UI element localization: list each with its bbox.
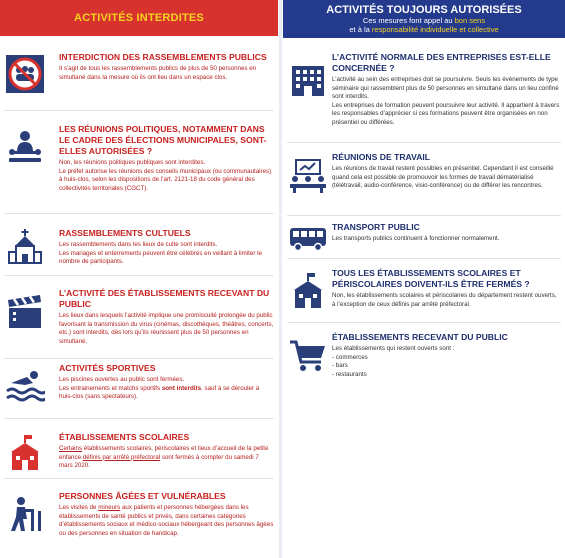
text-highlight: bon sens — [454, 16, 486, 25]
separator — [4, 358, 274, 359]
column-divider — [279, 0, 282, 558]
separator — [287, 322, 561, 323]
item-body — [332, 52, 561, 128]
item-body — [332, 222, 561, 244]
item-text-line: Non, les réunions politiques publiques sont interdites. — [59, 159, 206, 166]
separator — [4, 478, 274, 479]
item-body — [59, 432, 274, 471]
item-text — [59, 159, 274, 193]
allowed-activities-column — [283, 0, 565, 558]
separator — [287, 258, 561, 259]
item-body — [332, 332, 561, 379]
item-body — [59, 491, 274, 538]
item-title: TRANSPORT PUBLIC — [332, 222, 420, 232]
meeting-table-icon — [288, 156, 328, 196]
item-text: Les transports publics continuent à fonctionner normalement. — [332, 235, 500, 242]
item-text: Non, les établissements scolaires et périscolaires du département restent ouverts, à l’exception de ceux définis par arrêté préfectoral. — [332, 292, 557, 308]
item-body — [332, 268, 561, 309]
meeting-speaker-icon — [5, 128, 45, 168]
item-title: L’ACTIVITÉ DES ÉTABLISSEMENTS RECEVANT DU PUBLIC — [59, 288, 270, 309]
clapperboard-icon — [5, 292, 45, 332]
item-title: PERSONNES ÂGÉES ET VULNÉRABLES — [59, 491, 226, 501]
item-title: L’ACTIVITÉ NORMALE DES ENTREPRISES EST-ELLE CONCERNÉE ? — [332, 52, 551, 73]
text-span: Les visites de — [59, 504, 99, 511]
text-span: Ces mesures font appel au — [362, 16, 455, 25]
bus-icon — [288, 222, 328, 262]
item-text — [59, 504, 274, 538]
item-text-line: L’activité au sein des entreprises doit se poursuivre. Seuls les évènements de type séminaire qui rassemblent plus de 50 personnes en simultané dans un lieu confiné sont interdits. — [332, 76, 559, 101]
separator — [4, 110, 274, 111]
item-text: Les réunions de travail restent possibles en présentiel. Cependant il est conseillé quand cela est possible de promouvoir les formes de travail dématérialisé (télétravail, audio-conférence, visio-conférence) ou de différer les rencontres. — [332, 165, 554, 190]
list-item: - commerces — [332, 353, 368, 361]
item-text — [59, 241, 274, 267]
text-span: et à la — [349, 25, 372, 34]
forbidden-header — [0, 0, 278, 36]
text-span: , sauf à se dérouler à huis-clos (sans spectateurs). — [59, 384, 260, 401]
item-title: TOUS LES ÉTABLISSEMENTS SCOLAIRES ET PÉRISCOLAIRES DOIVENT-ILS ÊTRE FERMÉS ? — [332, 268, 530, 289]
item-body — [59, 228, 274, 267]
shopping-cart-icon — [288, 336, 328, 376]
text-underlined: Certains — [59, 445, 83, 452]
item-title: ACTIVITÉS SPORTIVES — [59, 363, 156, 373]
item-title: RASSEMBLEMENTS CULTUELS — [59, 228, 191, 238]
crowd-forbidden-icon — [5, 54, 45, 94]
school-icon — [5, 434, 45, 474]
list-item: - restaurants — [332, 370, 367, 378]
item-body — [59, 52, 274, 82]
list-item: - bars — [332, 362, 348, 370]
separator — [4, 275, 274, 276]
office-building-icon — [288, 60, 328, 100]
item-body — [59, 124, 274, 193]
item-title: INTERDICTION DES RASSEMBLEMENTS PUBLICS — [59, 52, 267, 62]
forbidden-header-title: ACTIVITÉS INTERDITES — [74, 12, 204, 24]
separator — [287, 142, 561, 143]
allowed-header — [283, 0, 565, 38]
school-building-icon — [288, 272, 328, 312]
item-text — [59, 376, 274, 402]
separator — [4, 418, 274, 419]
elderly-walker-icon — [5, 495, 45, 535]
item-text-line: Les établissements qui restent ouverts sont : — [332, 345, 455, 352]
text-span: sont fermés à compter du samedi 7 mars 2020. — [59, 453, 259, 470]
item-text — [332, 76, 561, 128]
item-body — [332, 152, 561, 191]
item-text-line: Les piscines ouvertes au public sont fermées. — [59, 376, 185, 383]
separator — [4, 213, 274, 214]
item-body — [59, 363, 274, 402]
item-text — [59, 445, 274, 471]
allowed-header-subtitle — [349, 25, 498, 34]
forbidden-activities-column — [0, 0, 278, 558]
item-text-line: Les entreprises de formation peuvent poursuivre leur activité. Il appartient à travers les responsables d’apprécier si ces formations peuvent être organisées en non présentiel ou différées. — [332, 101, 560, 126]
text-span: Les entrainements et matchs sportifs — [59, 384, 162, 392]
swimmer-icon — [5, 367, 45, 407]
item-text — [332, 345, 561, 379]
item-text: Il s’agit de tous les rassemblements publics de plus de 50 personnes en simultané dans la mesure où ils ont lieu dans un espace clos. — [59, 65, 257, 81]
allowed-header-subtitle — [363, 16, 485, 25]
item-text: Les lieux dans lesquels l’activité implique une promiscuité prolongée du public favorisant la transmission du virus (cinémas, discothèques, théâtres, concerts, etc.) sont interdits, dès lors qu’ils réunissent plus de 50 personnes en simultané. — [59, 312, 274, 345]
item-title: ÉTABLISSEMENTS RECEVANT DU PUBLIC — [332, 332, 508, 342]
text-highlight: responsabilité individuelle et collective — [371, 25, 499, 34]
text-underlined: définis par arrêté préfectoral — [82, 453, 161, 461]
item-text-line: Les mariages et enterrements peuvent être célébrés en veillant à limiter le nombre de participants. — [59, 249, 262, 266]
text-bold: sont interdits — [161, 384, 202, 392]
item-text-line: Les rassemblements dans les lieux de culte sont interdits. — [59, 241, 218, 248]
item-title: ÉTABLISSEMENTS SCOLAIRES — [59, 432, 190, 442]
item-text-line: Le préfet autorise les réunions des conseils municipaux (ou communautaires) à huis-clos, selon les dispositions de l’art. 2121-18 du code général des collectivités territoriales (CGCT). — [59, 167, 272, 192]
text-span: aux patients et personnes hébergées dans les établissements de santé publics et privés, dans certaines catégories d’établissements sociaux et médico-sociaux hébergeant des personnes âgées ou des personnes en situation de handicap. — [59, 504, 274, 537]
separator — [287, 215, 561, 216]
item-body — [59, 288, 274, 346]
item-title: LES RÉUNIONS POLITIQUES, NOTAMMENT DANS LE CADRE DES ÉLECTIONS MUNICIPALES, SONT-ELLES AUTORISÉES ? — [59, 124, 267, 156]
allowed-header-title: ACTIVITÉS TOUJOURS AUTORISÉES — [326, 4, 522, 16]
item-text-line — [59, 385, 274, 402]
item-title: RÉUNIONS DE TRAVAIL — [332, 152, 431, 162]
text-underlined: mineurs — [98, 504, 121, 511]
text-span: établissements scolaires, périscolaires et lieux d’accueil de la petite enfance — [59, 445, 269, 461]
church-icon — [5, 228, 45, 268]
